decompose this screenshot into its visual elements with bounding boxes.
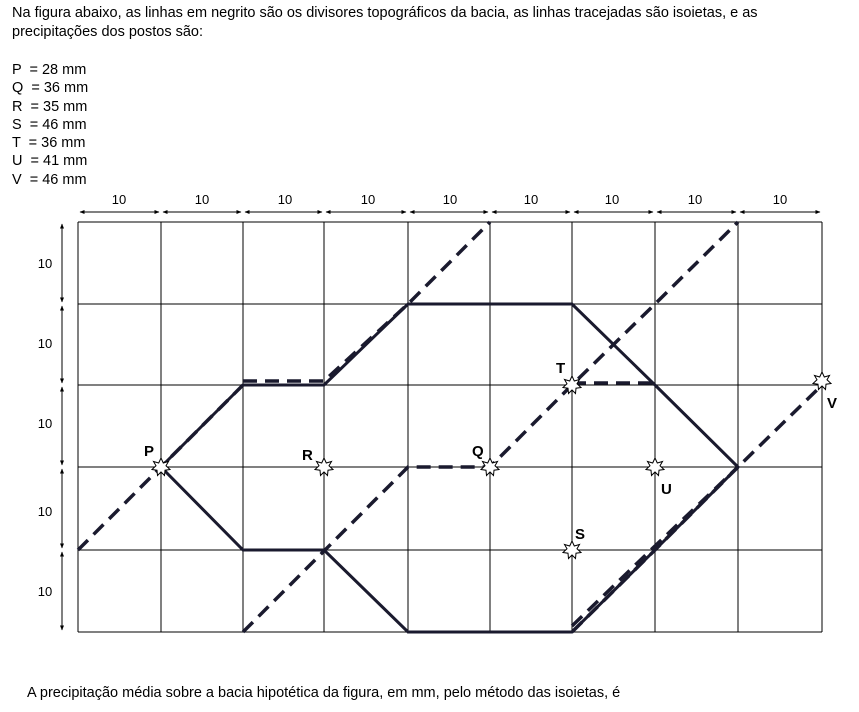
col-dim-label: 10 [442, 192, 458, 207]
row-dim-label: 10 [37, 416, 53, 431]
row-dim-label: 10 [37, 504, 53, 519]
col-dim-label: 10 [194, 192, 210, 207]
col-dim-label: 10 [360, 192, 376, 207]
station-label-p: P [144, 443, 155, 460]
col-dim-label: 10 [523, 192, 539, 207]
precipitation-item: Q = 36 mm [12, 80, 89, 97]
precipitation-item: R = 35 mm [12, 98, 88, 115]
station-label-v: V [827, 395, 838, 412]
station-label-r: R [302, 447, 313, 464]
col-dim-label: 10 [604, 192, 620, 207]
col-dim-label: 10 [772, 192, 788, 207]
precipitation-item: V = 46 mm [12, 171, 87, 188]
col-dim-label: 10 [111, 192, 127, 207]
grid [78, 222, 822, 632]
precipitation-item: T = 36 mm [12, 135, 86, 152]
question-text: A precipitação média sobre a bacia hipotética da figura, em mm, pelo método das isoietas, é [27, 685, 621, 701]
intro-text: Na figura abaixo, as linhas em negrito são os divisores topográficos da bacia, as linhas tracejadas são isoietas, e as precipitações dos postos são: [12, 5, 758, 40]
station-label-u: U [661, 481, 672, 498]
station-label-q: Q [472, 443, 484, 460]
precipitation-item: U = 41 mm [12, 153, 88, 170]
row-dim-label: 10 [37, 584, 53, 599]
precipitation-item: P = 28 mm [12, 62, 87, 78]
station-label-s: S [575, 526, 586, 543]
station-label-t: T [556, 360, 566, 377]
precipitation-item: S = 46 mm [12, 116, 87, 133]
row-dim-label: 10 [37, 256, 53, 271]
isohyet-line [243, 222, 490, 381]
col-dim-label: 10 [277, 192, 293, 207]
col-dim-label: 10 [687, 192, 703, 207]
station-markers [152, 372, 831, 559]
isohyets [78, 222, 822, 632]
row-dim-label: 10 [37, 336, 53, 351]
